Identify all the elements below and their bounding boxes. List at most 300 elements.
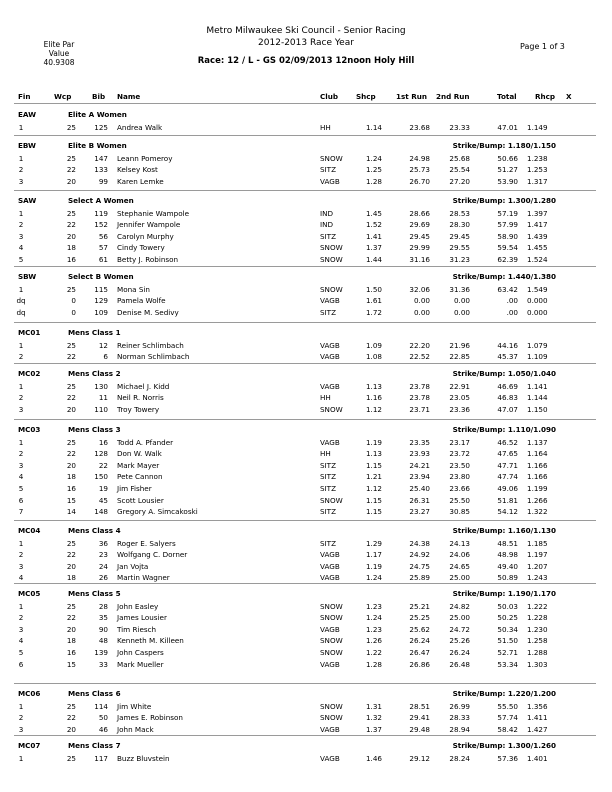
cell-club: IND (320, 220, 334, 230)
group-label: Select B Women (68, 272, 134, 281)
group-code: SAW (18, 196, 37, 205)
cell-shcp: 1.28 (365, 659, 382, 669)
strike-bump: Strike/Bump: 1.190/1.170 (452, 589, 556, 598)
group-code: MC01 (18, 328, 41, 337)
group-code: SBW (18, 272, 37, 281)
group-label: Mens Class 6 (68, 689, 121, 698)
cell-run2: 23.36 (449, 404, 470, 414)
group-divider (14, 363, 596, 364)
cell-run2: 26.99 (449, 701, 470, 711)
cell-run2: 24.72 (449, 624, 470, 634)
cell-fin: 4 (18, 636, 24, 646)
group-label: Mens Class 5 (68, 589, 121, 598)
cell-run2: 23.50 (449, 460, 470, 470)
group-divider (14, 520, 596, 521)
cell-name: Denise M. Sedivy (117, 307, 179, 317)
cell-total: 46.83 (497, 393, 518, 403)
cell-total: 50.25 (497, 613, 518, 623)
cell-run2: 28.94 (449, 724, 470, 734)
cell-name: Norman Schlimbach (117, 352, 190, 362)
cell-shcp: 1.41 (365, 231, 382, 241)
strike-bump: Strike/Bump: 1.220/1.200 (452, 689, 556, 698)
cell-shcp: 1.24 (365, 613, 382, 623)
cell-run1: 29.12 (409, 753, 430, 763)
cell-club: HH (320, 449, 331, 459)
cell-wcp: 0 (71, 307, 76, 317)
cell-name: Kelsey Kost (117, 165, 158, 175)
cell-bib: 115 (94, 284, 108, 294)
cell-rhcp: 1.137 (527, 437, 548, 447)
group-code: MC05 (18, 589, 41, 598)
cell-rhcp: 1.549 (527, 284, 548, 294)
cell-wcp: 18 (66, 243, 76, 253)
strike-bump: Strike/Bump: 1.160/1.130 (452, 526, 556, 535)
cell-club: VAGB (320, 437, 340, 447)
cell-wcp: 20 (66, 624, 76, 634)
cell-run1: 29.99 (409, 243, 430, 253)
cell-rhcp: 1.258 (527, 636, 548, 646)
strike-bump: Strike/Bump: 1.440/1.380 (452, 272, 556, 281)
group-code: MC04 (18, 526, 41, 535)
cell-shcp: 1.13 (365, 449, 382, 459)
cell-rhcp: 1.266 (527, 495, 548, 505)
cell-run1: 0.00 (413, 296, 430, 306)
cell-fin: 1 (18, 753, 24, 763)
cell-bib: 117 (94, 753, 108, 763)
cell-fin: 2 (18, 393, 24, 403)
cell-run1: 23.94 (409, 472, 430, 482)
cell-fin: 2 (18, 165, 24, 175)
cell-rhcp: 1.524 (527, 255, 548, 264)
season-title: 2012-2013 Race Year (258, 38, 354, 48)
cell-rhcp: 1.401 (527, 753, 548, 763)
col-bib-header: Bib (92, 92, 106, 101)
cell-club: SNOW (320, 648, 343, 657)
cell-run2: 24.82 (449, 601, 470, 611)
cell-name: James E. Robinson (117, 713, 183, 723)
cell-bib: 110 (94, 404, 108, 414)
cell-total: 48.98 (497, 550, 518, 560)
cell-shcp: 1.14 (365, 122, 382, 132)
cell-total: 63.42 (497, 284, 518, 294)
group-label: Mens Class 1 (68, 328, 121, 337)
cell-run1: 22.20 (409, 340, 430, 350)
cell-fin: dq (16, 307, 26, 317)
cell-run2: 28.24 (449, 753, 470, 763)
cell-fin: 1 (18, 701, 24, 711)
cell-shcp: 1.12 (365, 404, 382, 414)
cell-fin: 1 (18, 153, 24, 163)
cell-shcp: 1.25 (365, 165, 382, 175)
cell-run1: 23.78 (409, 393, 430, 403)
cell-fin: 4 (18, 472, 24, 482)
cell-fin: 2 (18, 713, 24, 723)
cell-run1: 23.35 (409, 437, 430, 447)
cell-wcp: 18 (66, 472, 76, 482)
cell-wcp: 25 (66, 753, 76, 763)
cell-club: SNOW (320, 243, 343, 253)
cell-rhcp: 1.317 (527, 176, 548, 186)
cell-fin: 2 (18, 550, 24, 560)
cell-run1: 23.93 (409, 449, 430, 459)
cell-name: Martin Wagner (117, 573, 170, 583)
cell-bib: 35 (98, 613, 108, 623)
cell-bib: 90 (98, 624, 108, 634)
cell-run1: 26.47 (409, 648, 430, 657)
cell-name: Tim Riesch (117, 624, 157, 634)
cell-bib: 26 (98, 573, 108, 583)
cell-run1: 26.24 (409, 636, 430, 646)
cell-total: .00 (506, 296, 518, 306)
cell-name: John Easley (117, 601, 159, 611)
cell-total: 53.90 (497, 176, 518, 186)
cell-rhcp: 1.109 (527, 352, 548, 362)
cell-run1: 23.71 (409, 404, 430, 414)
cell-fin: 3 (18, 724, 24, 734)
cell-fin: 1 (18, 208, 24, 218)
cell-run2: 25.26 (449, 636, 470, 646)
cell-club: SITZ (320, 307, 336, 317)
race-title: Race: 12 / L - GS 02/09/2013 12noon Holy Hill (197, 56, 415, 66)
col-club-header: Club (320, 92, 339, 101)
cell-run1: 26.86 (409, 659, 430, 669)
cell-club: VAGB (320, 573, 340, 583)
group-divider (14, 135, 596, 136)
cell-shcp: 1.15 (365, 507, 382, 517)
cell-run1: 25.40 (409, 484, 430, 493)
cell-name: Reiner Schlimbach (117, 340, 184, 350)
cell-wcp: 20 (66, 404, 76, 414)
cell-bib: 33 (98, 659, 108, 669)
cell-name: Cindy Towery (117, 243, 165, 253)
cell-name: Jim Fisher (117, 484, 152, 493)
cell-rhcp: 1.079 (527, 340, 548, 350)
cell-rhcp: 1.207 (527, 561, 548, 571)
cell-club: SNOW (320, 636, 343, 646)
cell-run1: 0.00 (413, 307, 430, 317)
cell-run1: 26.31 (409, 495, 430, 505)
cell-shcp: 1.31 (365, 701, 382, 711)
cell-run2: 0.00 (453, 296, 470, 306)
cell-run2: 25.68 (449, 153, 470, 163)
cell-total: 47.01 (497, 122, 518, 132)
cell-shcp: 1.44 (365, 255, 382, 264)
cell-name: Stephanie Wampole (117, 208, 190, 218)
cell-club: SNOW (320, 701, 343, 711)
col-x-header: X (566, 92, 572, 101)
col-name-header: Name (117, 92, 141, 101)
cell-bib: 16 (98, 437, 108, 447)
cell-bib: 22 (98, 460, 108, 470)
cell-wcp: 25 (66, 538, 76, 548)
cell-wcp: 20 (66, 561, 76, 571)
cell-name: Scott Lousier (117, 495, 164, 505)
cell-run2: 28.33 (449, 713, 470, 723)
cell-bib: 119 (94, 208, 108, 218)
cell-wcp: 20 (66, 231, 76, 241)
elite-value: 40.9308 (43, 58, 75, 67)
cell-fin: 1 (18, 122, 24, 132)
cell-run2: 29.55 (449, 243, 470, 253)
cell-club: HH (320, 393, 331, 403)
cell-name: Jennifer Wampole (117, 220, 181, 230)
cell-total: 57.36 (497, 753, 518, 763)
cell-shcp: 1.15 (365, 460, 382, 470)
cell-run2: 25.00 (449, 573, 470, 583)
cell-fin: dq (16, 296, 26, 306)
cell-wcp: 25 (66, 601, 76, 611)
cell-rhcp: 1.455 (527, 243, 548, 253)
cell-fin: 6 (18, 495, 24, 505)
cell-total: 58.90 (497, 231, 518, 241)
cell-club: VAGB (320, 753, 340, 763)
cell-club: VAGB (320, 296, 340, 306)
cell-name: Gregory A. Simcakoski (117, 507, 198, 517)
cell-fin: 1 (18, 437, 24, 447)
group-divider (14, 419, 596, 420)
cell-shcp: 1.26 (365, 636, 382, 646)
cell-name: Todd A. Pfander (117, 437, 174, 447)
cell-club: SITZ (320, 460, 336, 470)
strike-bump: Strike/Bump: 1.300/1.260 (452, 741, 556, 750)
cell-rhcp: 1.238 (527, 153, 548, 163)
group-divider (14, 322, 596, 323)
cell-name: James Lousier (117, 613, 167, 623)
cell-club: SNOW (320, 255, 343, 264)
cell-run1: 29.41 (409, 713, 430, 723)
cell-wcp: 16 (66, 255, 76, 264)
cell-total: 47.71 (497, 460, 518, 470)
cell-wcp: 22 (66, 393, 76, 403)
cell-fin: 3 (18, 176, 24, 186)
cell-club: SITZ (320, 507, 336, 517)
cell-total: 52.71 (497, 648, 518, 657)
cell-shcp: 1.22 (365, 648, 382, 657)
cell-run2: 28.30 (449, 220, 470, 230)
cell-run2: 29.45 (449, 231, 470, 241)
cell-wcp: 22 (66, 550, 76, 560)
cell-club: SNOW (320, 284, 343, 294)
cell-shcp: 1.08 (365, 352, 382, 362)
cell-run1: 31.16 (409, 255, 430, 264)
cell-rhcp: 1.303 (527, 659, 548, 669)
cell-fin: 6 (18, 659, 24, 669)
group-label: Elite A Women (68, 110, 127, 119)
cell-name: John Caspers (117, 648, 164, 657)
group-code: EAW (18, 110, 37, 119)
cell-run1: 26.70 (409, 176, 430, 186)
cell-shcp: 1.37 (365, 724, 382, 734)
cell-bib: 133 (94, 165, 108, 175)
cell-rhcp: 1.411 (527, 713, 548, 723)
cell-run1: 29.69 (409, 220, 430, 230)
cell-run2: 23.33 (449, 122, 470, 132)
cell-run2: 27.20 (449, 176, 470, 186)
cell-rhcp: 1.199 (527, 484, 548, 493)
cell-bib: 50 (98, 713, 108, 723)
cell-shcp: 1.13 (365, 381, 382, 391)
cell-bib: 128 (94, 449, 108, 459)
cell-name: Leann Pomeroy (117, 153, 173, 163)
col-run2-header: 2nd Run (436, 92, 470, 101)
cell-bib: 125 (94, 122, 108, 132)
cell-run2: 23.66 (449, 484, 470, 493)
cell-rhcp: 1.439 (527, 231, 548, 241)
group-label: Mens Class 3 (68, 425, 121, 434)
cell-club: VAGB (320, 340, 340, 350)
cell-wcp: 25 (66, 340, 76, 350)
cell-total: 47.07 (497, 404, 518, 414)
strike-bump: Strike/Bump: 1.300/1.280 (452, 196, 556, 205)
cell-wcp: 25 (66, 381, 76, 391)
cell-run1: 24.21 (409, 460, 430, 470)
cell-wcp: 22 (66, 220, 76, 230)
cell-bib: 11 (98, 393, 108, 403)
cell-bib: 45 (98, 495, 108, 505)
cell-club: SITZ (320, 472, 336, 482)
cell-shcp: 1.52 (365, 220, 382, 230)
cell-total: 54.12 (497, 507, 518, 517)
cell-club: SITZ (320, 538, 336, 548)
cell-total: 51.81 (497, 495, 518, 505)
cell-wcp: 18 (66, 636, 76, 646)
cell-name: John Mack (117, 724, 154, 734)
cell-rhcp: 1.166 (527, 472, 548, 482)
cell-bib: 147 (94, 153, 108, 163)
cell-total: 53.34 (497, 659, 518, 669)
cell-rhcp: 1.185 (527, 538, 548, 548)
cell-bib: 148 (94, 507, 108, 517)
cell-bib: 28 (98, 601, 108, 611)
cell-bib: 139 (94, 648, 108, 657)
cell-rhcp: 0.000 (527, 307, 548, 317)
cell-name: Andrea Walk (117, 122, 163, 132)
cell-name: Jim White (117, 701, 152, 711)
cell-run2: 23.80 (449, 472, 470, 482)
cell-bib: 150 (94, 472, 108, 482)
cell-rhcp: 1.356 (527, 701, 548, 711)
cell-run1: 32.06 (409, 284, 430, 294)
cell-wcp: 25 (66, 153, 76, 163)
cell-total: 47.74 (497, 472, 518, 482)
cell-club: VAGB (320, 561, 340, 571)
cell-total: 57.74 (497, 713, 518, 723)
cell-bib: 129 (94, 296, 108, 306)
cell-club: SNOW (320, 613, 343, 623)
cell-fin: 3 (18, 404, 24, 414)
cell-rhcp: 1.222 (527, 601, 548, 611)
cell-shcp: 1.17 (365, 550, 382, 560)
cell-rhcp: 1.253 (527, 165, 548, 175)
cell-name: Buzz Bluvstein (117, 753, 170, 763)
cell-total: 51.27 (497, 165, 518, 175)
cell-rhcp: 1.197 (527, 550, 548, 560)
col-run1-header: 1st Run (396, 92, 427, 101)
cell-rhcp: 1.228 (527, 613, 548, 623)
cell-total: 46.69 (497, 381, 518, 391)
cell-club: HH (320, 122, 331, 132)
cell-run2: 25.00 (449, 613, 470, 623)
cell-club: SNOW (320, 495, 343, 505)
cell-rhcp: 1.397 (527, 208, 548, 218)
cell-fin: 2 (18, 220, 24, 230)
cell-total: 50.66 (497, 153, 518, 163)
group-label: Mens Class 4 (68, 526, 121, 535)
header-divider (14, 103, 596, 104)
cell-run2: 0.00 (453, 307, 470, 317)
cell-club: VAGB (320, 550, 340, 560)
cell-rhcp: 1.322 (527, 507, 548, 517)
group-divider (14, 190, 596, 191)
cell-fin: 1 (18, 284, 24, 294)
cell-fin: 7 (18, 507, 24, 517)
cell-fin: 4 (18, 573, 24, 583)
group-code: MC03 (18, 425, 41, 434)
cell-run1: 25.89 (409, 573, 430, 583)
col-rhcp-header: Rhcp (535, 92, 556, 101)
cell-club: VAGB (320, 724, 340, 734)
cell-shcp: 1.16 (365, 393, 382, 403)
cell-club: SNOW (320, 713, 343, 723)
cell-total: 49.40 (497, 561, 518, 571)
cell-fin: 3 (18, 561, 24, 571)
cell-bib: 152 (94, 220, 108, 230)
group-label: Mens Class 2 (68, 369, 121, 378)
cell-name: Betty J. Robinson (117, 255, 179, 264)
cell-club: VAGB (320, 352, 340, 362)
cell-total: 55.50 (497, 701, 518, 711)
group-label: Mens Class 7 (68, 741, 121, 750)
cell-rhcp: 1.144 (527, 393, 548, 403)
cell-run2: 30.85 (449, 507, 470, 517)
col-shcp-header: Shcp (356, 92, 376, 101)
cell-rhcp: 0.000 (527, 296, 548, 306)
cell-wcp: 15 (66, 495, 76, 505)
group-divider (14, 735, 596, 736)
cell-wcp: 14 (66, 507, 76, 517)
col-wcp-header: Wcp (54, 92, 72, 101)
cell-total: 50.34 (497, 624, 518, 634)
group-code: MC06 (18, 689, 41, 698)
cell-bib: 114 (94, 701, 108, 711)
cell-fin: 5 (18, 648, 24, 657)
cell-run1: 29.48 (409, 724, 430, 734)
cell-club: VAGB (320, 659, 340, 669)
cell-name: Wolfgang C. Dorner (117, 550, 188, 560)
cell-bib: 24 (98, 561, 108, 571)
group-divider (14, 266, 596, 267)
cell-run1: 23.27 (409, 507, 430, 517)
cell-run1: 28.66 (409, 208, 430, 218)
cell-fin: 5 (18, 255, 24, 264)
cell-fin: 1 (18, 538, 24, 548)
cell-fin: 2 (18, 449, 24, 459)
cell-bib: 6 (103, 352, 108, 362)
cell-bib: 36 (98, 538, 108, 548)
cell-run1: 25.73 (409, 165, 430, 175)
cell-shcp: 1.61 (365, 296, 382, 306)
cell-fin: 2 (18, 613, 24, 623)
cell-bib: 130 (94, 381, 108, 391)
cell-total: 50.03 (497, 601, 518, 611)
cell-name: Troy Towery (117, 404, 160, 414)
cell-bib: 48 (98, 636, 108, 646)
cell-shcp: 1.23 (365, 624, 382, 634)
cell-rhcp: 1.417 (527, 220, 548, 230)
group-label: Select A Women (68, 196, 134, 205)
cell-run2: 25.54 (449, 165, 470, 175)
cell-rhcp: 1.427 (527, 724, 548, 734)
